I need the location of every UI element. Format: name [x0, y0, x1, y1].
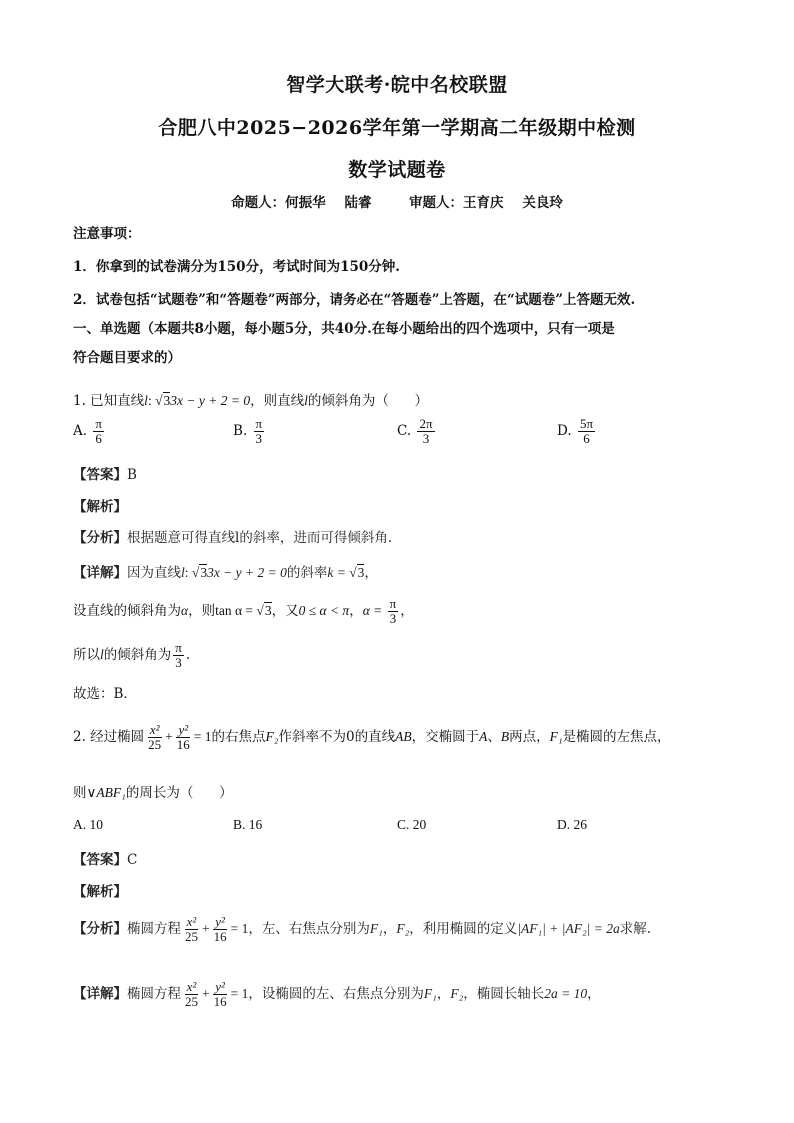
q2-answer-value: C [127, 852, 138, 868]
q1-option-a [73, 417, 106, 446]
q1-stem: 1. 已知直线l: √33x − y + 2 = 0，则直线l的倾斜角为（ ） [73, 393, 429, 409]
q1-analysis-tag: 【解析】 [73, 499, 127, 515]
q1-option-b-fraction: $\frac{\pi}{3}$ [255, 416, 263, 446]
q2-fenxi-x-fraction: $\frac{\text{x²}}{25}$ [185, 914, 198, 944]
q1-option-c [397, 417, 437, 446]
q1-option-c-fraction: $\frac{2\pi}{3}$ [419, 416, 433, 446]
notes-heading: 注意事项： [73, 226, 141, 242]
q1-option-a-fraction: $\frac{\pi}{6}$ [95, 416, 102, 446]
q1-step-2: 设直线的倾斜角为α，则tan α = √3，又0 ≤ α < π，α = $\frac{\pi}{3}$ ， [73, 596, 414, 626]
q1-answer [73, 463, 137, 483]
q2-analysis-tag: 【解析】 [73, 884, 127, 900]
q1-fenxi-text: 根据题意可得直线l的斜率，进而可得倾斜角. [127, 530, 393, 546]
notes-item-2: 2．试卷包括“试题卷”和“答题卷”两部分，请务必在“答题卷”上答题，在“试题卷”上答题无效. [73, 292, 636, 308]
q1-conclusion: 故选：B． [73, 686, 137, 702]
q1-xiangjie-tag: 【详解】 [73, 565, 127, 581]
q2-answer-tag: 【答案】 [73, 852, 127, 868]
q1-line-l: l [144, 393, 148, 408]
title-line-1: 智学大联考·皖中名校联盟 [286, 74, 508, 96]
q1-step-3: 所以l的倾斜角为 $\frac{\pi}{3}$ . [73, 640, 191, 670]
q2-xiangjie-y-fraction: $\frac{\text{y²}}{16}$ [213, 979, 227, 1009]
q1-xiangjie: 【详解】因为直线l: √33x − y + 2 = 0的斜率k = √3， [73, 565, 378, 581]
q1-stem-prefix: 1. 已知直线 [73, 393, 145, 409]
q1-option-b-label: B. [233, 423, 248, 439]
q1-step3-fraction: $\frac{\pi}{3}$ [175, 640, 182, 670]
notes-item-1: 1．你拿到的试卷满分为150分，考试时间为150分钟. [73, 259, 400, 275]
q2-option-c: C. 20 [397, 817, 427, 832]
q2-ellipse-y-fraction: $\frac{\text{y²}}{16}$ [176, 722, 190, 752]
q1-option-d-fraction: $\frac{5\pi}{6}$ [579, 416, 594, 446]
q2-option-b: B. 16 [233, 817, 263, 832]
q2-fenxi: 【分析】椭圆方程 $\frac{\text{x²}}{25}$ + $\frac{\text{y²}}{16}$ = 1，左、右焦点分别为F₁，F₂，利用椭圆的定义|AF₁| + |AF₂| = 2a求解. [73, 914, 652, 944]
q2-xiangjie-x-fraction: $\frac{\text{x²}}{25}$ [185, 979, 198, 1009]
q1-equation: 3x − y + 2 = 0 [170, 393, 251, 408]
section-heading-line-1: 一、单选题（本题共8小题，每小题5分，共40分.在每小题给出的四个选项中，只有一项是 [73, 321, 615, 337]
q1-sqrt3: 3 [163, 393, 171, 408]
q2-ellipse-x-fraction: $\frac{\text{x²}}{25}$ [148, 722, 162, 752]
q1-line-l-2: l [304, 393, 308, 408]
q1-option-b [233, 417, 266, 446]
q1-fenxi-tag: 【分析】 [73, 530, 127, 546]
title-line-2: 合肥八中2025−2026学年第一学期高二年级期中检测 [158, 117, 636, 139]
q1-option-c-label: C. [397, 423, 412, 439]
q1-answer-value: B [127, 467, 137, 483]
q2-analysis [73, 880, 127, 900]
q1-answer-tag: 【答案】 [73, 467, 127, 483]
title-line-3: 数学试题卷 [348, 159, 446, 181]
q2-stem-line-1: 2. 经过椭圆 $\frac{\text{x²}}{25}$ + $\frac{\text{y²}}{16}$ = 1的右焦点F₂作斜率不为0的直线AB，交椭圆于A、B两点，F₁是椭圆的左焦点， [73, 722, 671, 752]
section-heading-line-2: 符合题目要求的） [73, 350, 181, 366]
q2-answer [73, 848, 137, 868]
q2-stem-line-2: 则∨ABF₁的周长为（ ） [73, 785, 233, 801]
q1-stem-suffix: 的倾斜角为（ ） [307, 393, 429, 409]
q2-fenxi-y-fraction: $\frac{\text{y²}}{16}$ [213, 914, 227, 944]
q1-step2-fraction: $\frac{\pi}{3}$ [389, 596, 397, 626]
q1-stem-middle: ，则直线 [250, 393, 305, 409]
q1-fenxi [73, 526, 392, 546]
authors-line: 命题人：何振华 陆睿 审题人：王育庆 关良玲 [231, 195, 563, 211]
q1-option-d-label: D. [557, 423, 572, 439]
q2-xiangjie: 【详解】椭圆方程 $\frac{\text{x²}}{25}$ + $\frac{\text{y²}}{16}$ = 1，设椭圆的左、右焦点分别为F₁，F₂，椭圆长轴长2a = 10， [73, 979, 601, 1009]
q1-analysis [73, 495, 127, 515]
q2-option-a: A. 10 [73, 817, 103, 832]
q2-option-d: D. 26 [557, 817, 587, 832]
q1-option-d [557, 417, 597, 446]
q1-option-a-label: A. [73, 423, 88, 439]
